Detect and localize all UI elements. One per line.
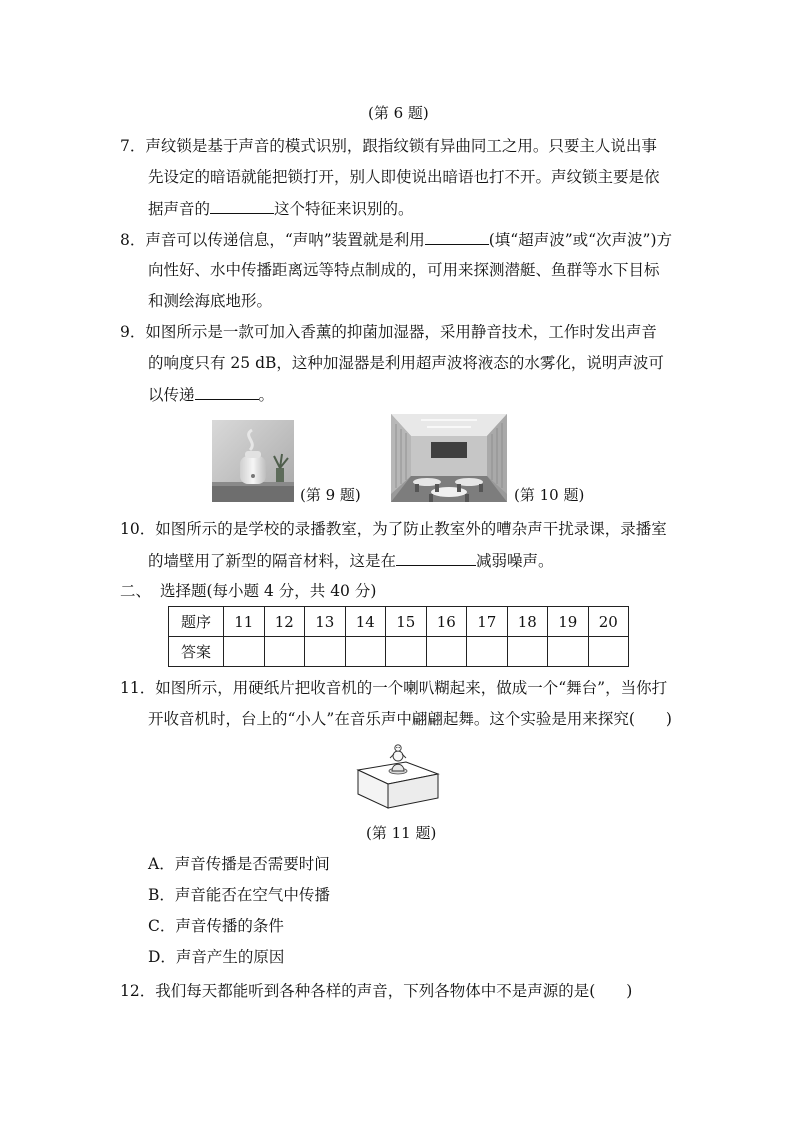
q10-line1: 10．如图所示的是学校的录播教室，为了防止教室外的嘈杂声干扰录课，录播室 [120, 520, 667, 538]
q7-line3-start: 据声音的 [148, 200, 211, 219]
answer-cell-11[interactable] [224, 637, 265, 667]
q9-line3 [148, 382, 274, 405]
q9-line1: 9．如图所示是一款可加入香薰的抑菌加湿器，采用静音技术，工作时发出声音 [120, 323, 657, 341]
speaker-stage-figure [354, 738, 442, 812]
q8-line3: 和测绘海底地形。 [148, 292, 273, 310]
section-2-number: 二、 [120, 582, 152, 600]
q11-option-a[interactable]: A．声音传播是否需要时间 [148, 855, 330, 873]
table-label-question-number: 题序 [169, 607, 224, 637]
q9-line3-end: 。 [258, 386, 275, 405]
answer-cell-17[interactable] [467, 637, 508, 667]
answer-cell-16[interactable] [426, 637, 467, 667]
q7-line3 [148, 196, 414, 219]
q9-line3-start: 以传递 [148, 386, 195, 405]
q7-line3-end: 这个特征来识别的。 [274, 200, 414, 219]
caption-q11: (第 11 题) [366, 824, 437, 842]
answer-table [168, 606, 629, 667]
q12-line1: 12．我们每天都能听到各种各样的声音，下列各物体中不是声源的是( ) [120, 982, 633, 1000]
q10-line2-start: 的墙壁用了新型的隔音材料，这是在 [148, 552, 397, 571]
answer-cell-13[interactable] [305, 637, 346, 667]
table-number-19: 19 [548, 607, 589, 637]
answer-cell-18[interactable] [507, 637, 548, 667]
q8-line1-start: 8．声音可以传递信息，“声呐”装置就是利用 [120, 231, 425, 250]
q11-line2: 开收音机时，台上的“小人”在音乐声中翩翩起舞。这个实验是用来探究( ) [148, 710, 672, 728]
table-label-answer: 答案 [169, 637, 224, 667]
answer-cell-20[interactable] [588, 637, 629, 667]
table-number-20: 20 [588, 607, 629, 637]
table-number-11: 11 [224, 607, 265, 637]
caption-q9: (第 9 题) [300, 486, 361, 504]
answer-blank-q9[interactable] [195, 382, 259, 400]
caption-q6: (第 6 题) [368, 104, 429, 122]
q7-line1: 7．声纹锁是基于声音的模式识别，跟指纹锁有异曲同工之用。只要主人说出事 [120, 137, 657, 155]
table-number-13: 13 [305, 607, 346, 637]
answer-cell-15[interactable] [386, 637, 427, 667]
table-number-17: 17 [467, 607, 508, 637]
table-number-16: 16 [426, 607, 467, 637]
q8-line1 [120, 227, 672, 250]
q11-option-d[interactable]: D．声音产生的原因 [148, 948, 285, 966]
table-number-15: 15 [386, 607, 427, 637]
humidifier-illustration [212, 420, 294, 502]
classroom-illustration [391, 414, 507, 502]
answer-blank-q10[interactable] [396, 548, 476, 566]
classroom-photo [391, 414, 507, 502]
q10-line2-end: 减弱噪声。 [476, 552, 554, 571]
humidifier-photo [212, 420, 294, 502]
answer-blank-q7[interactable] [210, 196, 274, 214]
answer-table-header-row [169, 607, 629, 637]
q9-line2: 的响度只有 25 dB，这种加湿器是利用超声波将液态的水雾化，说明声波可 [148, 354, 664, 372]
q8-line2: 向性好、水中传播距离远等特点制成的，可用来探测潜艇、鱼群等水下目标 [148, 261, 660, 279]
answer-cell-14[interactable] [345, 637, 386, 667]
section-2-title: 选择题(每小题 4 分，共 40 分) [160, 582, 377, 600]
q11-option-b[interactable]: B．声音能否在空气中传播 [148, 886, 330, 904]
answer-cell-19[interactable] [548, 637, 589, 667]
q10-line2 [148, 548, 554, 571]
q11-line1: 11．如图所示，用硬纸片把收音机的一个喇叭糊起来，做成一个“舞台”，当你打 [120, 679, 668, 697]
q8-line1-end: (填“超声波”或“次声波”)方 [488, 231, 673, 250]
answer-cell-12[interactable] [264, 637, 305, 667]
q7-line2: 先设定的暗语就能把锁打开，别人即使说出暗语也打不开。声纹锁主要是依 [148, 168, 660, 186]
speaker-stage-illustration [354, 738, 442, 812]
table-number-12: 12 [264, 607, 305, 637]
answer-blank-q8[interactable] [425, 227, 489, 245]
table-number-18: 18 [507, 607, 548, 637]
q11-option-c[interactable]: C．声音传播的条件 [148, 917, 284, 935]
caption-q10: (第 10 题) [514, 486, 585, 504]
table-number-14: 14 [345, 607, 386, 637]
answer-table-answer-row [169, 637, 629, 667]
